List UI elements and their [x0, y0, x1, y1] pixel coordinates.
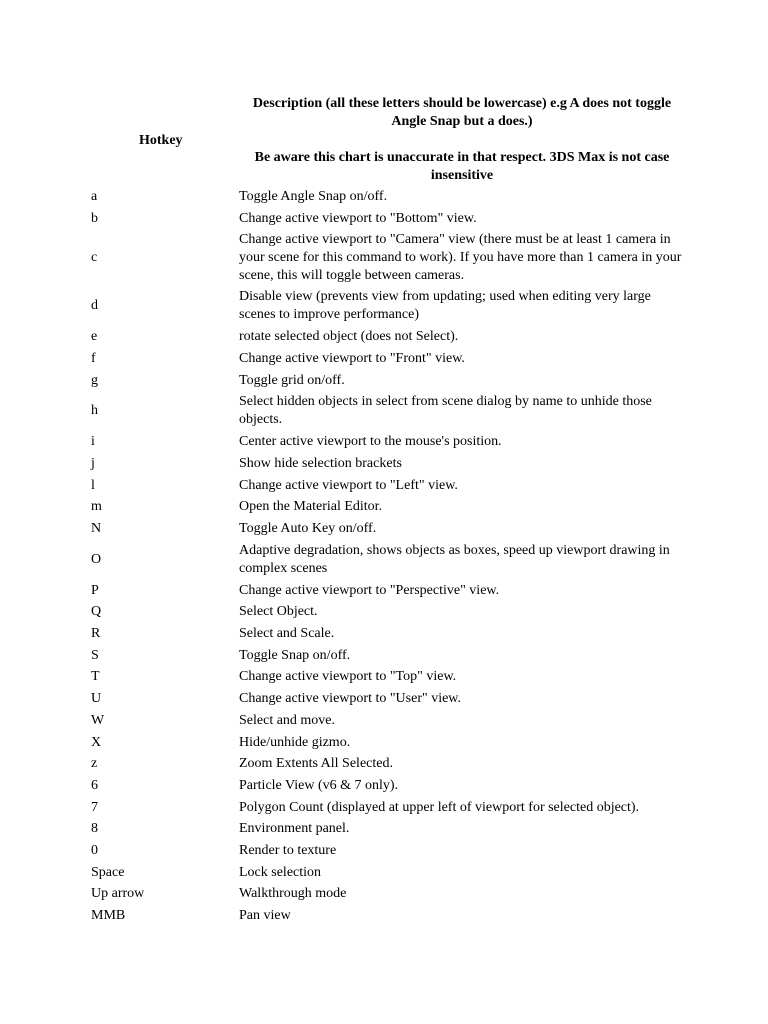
hotkey-cell: S [91, 647, 99, 663]
description-cell: Center active viewport to the mouse's position. [239, 434, 502, 450]
description-cell: Select Object. [239, 604, 318, 620]
description-cell: Select and Scale. [239, 626, 335, 642]
table-row [0, 370, 768, 392]
description-cell: Walkthrough mode [239, 886, 347, 902]
hotkey-cell: l [91, 477, 95, 493]
hotkey-cell: 6 [91, 777, 98, 793]
description-cell: Select and move. [239, 712, 336, 728]
description-cell: Zoom Extents All Selected. [239, 756, 393, 772]
hotkey-cell: j [91, 455, 95, 471]
hotkey-cell: U [91, 691, 102, 707]
hotkey-cell: N [91, 521, 102, 537]
hotkey-cell: MMB [91, 908, 126, 924]
table-row [0, 540, 768, 580]
description-cell: Adaptive degradation, shows objects as boxes, speed up viewport drawing in complex scenes [239, 542, 670, 576]
description-cell: Change active viewport to "Front" view. [239, 350, 465, 366]
hotkey-cell: b [91, 210, 98, 226]
table-row [0, 623, 768, 645]
table-row [0, 797, 768, 819]
hotkey-cell: m [91, 499, 102, 515]
hotkey-cell: P [91, 582, 99, 598]
table-row [0, 775, 768, 797]
description-cell: Change active viewport to "Bottom" view. [239, 210, 477, 226]
hotkey-cell: O [91, 551, 102, 567]
description-cell: Change active viewport to "Left" view. [239, 477, 458, 493]
table-row [0, 391, 768, 431]
hotkey-cell: d [91, 298, 98, 314]
hotkey-cell: X [91, 734, 102, 750]
description-cell: Particle View (v6 & 7 only). [239, 777, 399, 793]
description-cell: Toggle Angle Snap on/off. [239, 188, 388, 204]
description-cell: Change active viewport to "User" view. [239, 691, 462, 707]
table-row [0, 229, 768, 286]
hotkey-cell: a [91, 188, 98, 204]
description-cell: Toggle grid on/off. [239, 372, 345, 388]
hotkey-cell: Up arrow [91, 886, 145, 902]
hotkey-cell: Q [91, 604, 102, 620]
hotkey-cell: g [91, 372, 98, 388]
hotkey-cell: 7 [91, 799, 98, 815]
table-row [0, 905, 768, 927]
table-header [0, 94, 768, 186]
table-row [0, 732, 768, 754]
table-row [0, 884, 768, 906]
description-cell: Toggle Auto Key on/off. [239, 521, 377, 537]
description-cell: Toggle Snap on/off. [239, 647, 351, 663]
table-row [0, 580, 768, 602]
hotkey-cell: z [91, 756, 98, 772]
description-cell: Show hide selection brackets [239, 455, 402, 471]
table-row [0, 862, 768, 884]
table-row [0, 645, 768, 667]
hotkey-cell: W [91, 712, 105, 728]
table-row [0, 326, 768, 348]
description-cell: Open the Material Editor. [239, 499, 383, 515]
hotkey-cell: c [91, 249, 98, 265]
description-cell: Pan view [239, 908, 291, 924]
hotkey-column-heading: Hotkey [139, 133, 183, 148]
table-row [0, 518, 768, 540]
hotkey-cell: Space [91, 864, 125, 880]
description-cell: Change active viewport to "Perspective" view. [239, 582, 500, 598]
description-cell: Change active viewport to "Camera" view (there must be at least 1 camera in your scene for this command to work). If you have more than 1 camera in your scene, this will toggle between cameras. [239, 231, 682, 283]
table-row [0, 688, 768, 710]
accuracy-warning: Be aware this chart is unaccurate in that respect. 3DS Max is not case insensitive [254, 150, 670, 183]
table-row [0, 286, 768, 326]
hotkey-cell: h [91, 403, 98, 419]
table-row [0, 208, 768, 230]
table-row [0, 497, 768, 519]
table-row [0, 710, 768, 732]
table-row [0, 475, 768, 497]
description-cell: Hide/unhide gizmo. [239, 734, 351, 750]
hotkey-cell: e [91, 329, 98, 345]
table-row [0, 431, 768, 453]
table-row [0, 840, 768, 862]
description-cell: Environment panel. [239, 821, 350, 837]
table-row [0, 186, 768, 208]
hotkey-cell: i [91, 434, 95, 450]
hotkey-cell: R [91, 626, 101, 642]
hotkey-cell: T [91, 669, 100, 685]
table-row [0, 667, 768, 689]
description-cell: Render to texture [239, 842, 337, 858]
hotkey-cell: 8 [91, 821, 98, 837]
hotkey-cell: f [91, 350, 96, 366]
description-cell: rotate selected object (does not Select). [239, 329, 459, 345]
table-row [0, 818, 768, 840]
table-row [0, 602, 768, 624]
description-cell: Disable view (prevents view from updating; used when editing very large scenes to improve performance) [239, 289, 651, 323]
description-cell: Change active viewport to "Top" view. [239, 669, 457, 685]
description-column-heading: Description (all these letters should be lowercase) e.g A does not toggle Angle Snap but a does.) [252, 96, 672, 129]
hotkey-cell: 0 [91, 842, 98, 858]
hotkey-table [0, 186, 768, 927]
description-cell: Polygon Count (displayed at upper left of viewport for selected object). [239, 799, 640, 815]
table-row [0, 453, 768, 475]
description-cell: Lock selection [239, 864, 322, 880]
table-row [0, 753, 768, 775]
description-cell: Select hidden objects in select from scene dialog by name to unhide those objects. [239, 394, 652, 428]
table-row [0, 348, 768, 370]
